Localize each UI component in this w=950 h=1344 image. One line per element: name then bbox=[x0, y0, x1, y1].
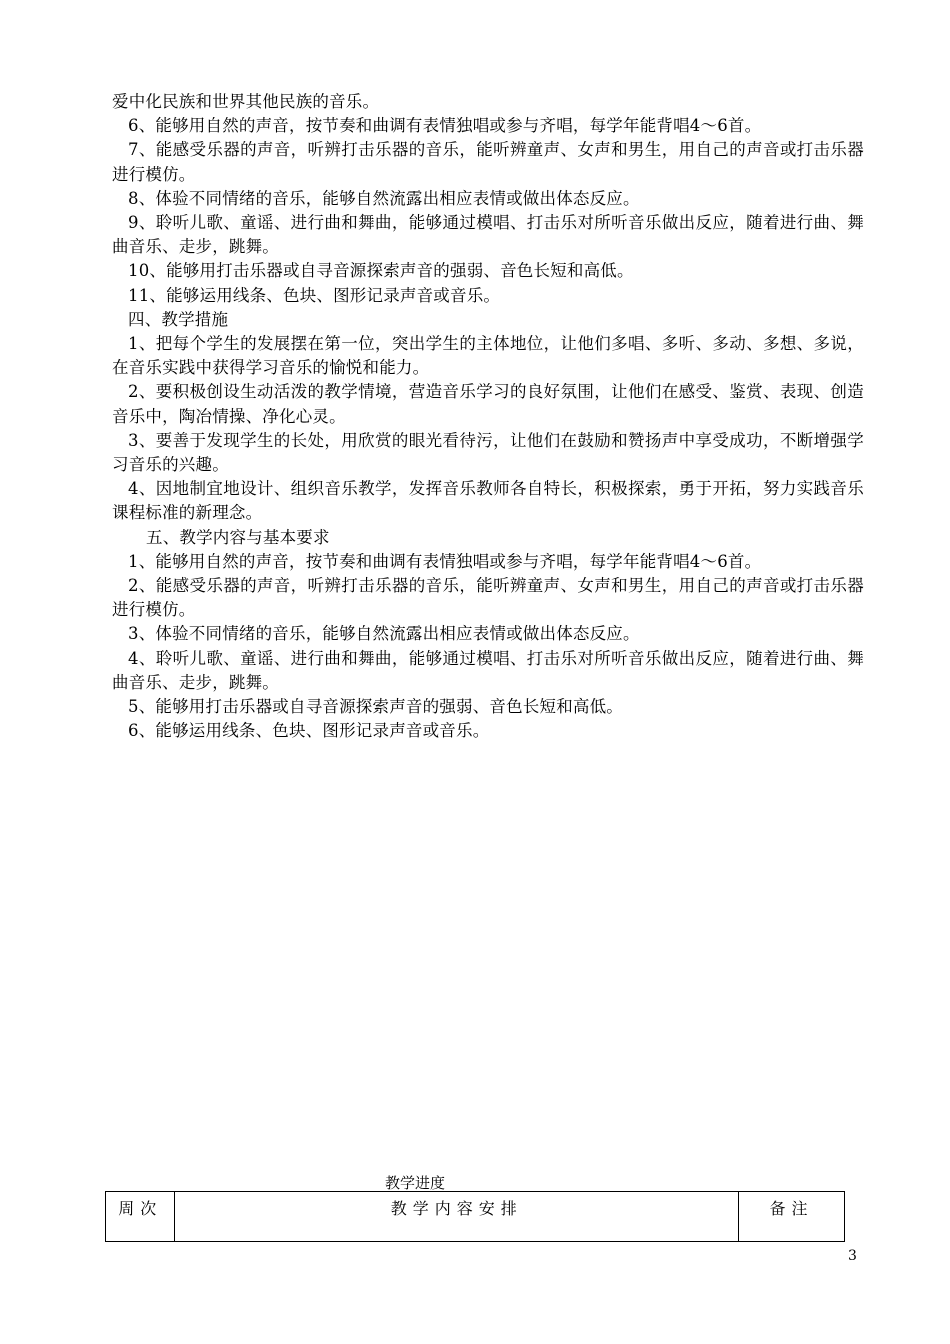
goal-item-7: 7、能感受乐器的声音，听辨打击乐器的音乐，能听辨童声、女声和男生，用自己的声音或打击乐器进行模仿。 bbox=[112, 140, 864, 184]
content-item-5: 5、能够用打击乐器或自寻音源探索声音的强弱、音色长短和高低。 bbox=[128, 697, 623, 717]
header-note: 备注 bbox=[738, 1192, 844, 1242]
section-heading-content: 五、教学内容与基本要求 bbox=[146, 527, 330, 547]
content-item-3: 3、体验不同情绪的音乐，能够自然流露出相应表情或做出体态反应。 bbox=[128, 624, 640, 644]
measure-item-1: 1、把每个学生的发展摆在第一位，突出学生的主体地位，让他们多唱、多听、多动、多想、多说，在音乐实践中获得学习音乐的愉悦和能力。 bbox=[112, 334, 864, 378]
goal-item-6: 6、能够用自然的声音，按节奏和曲调有表情独唱或参与齐唱，每学年能背唱4～6首。 bbox=[128, 116, 762, 136]
goal-item-10: 10、能够用打击乐器或自寻音源探索声音的强弱、音色长短和高低。 bbox=[128, 261, 634, 281]
measure-item-4: 4、因地制宜地设计、组织音乐教学，发挥音乐教师各自特长，积极探索，勇于开拓，努力实践音乐课程标准的新理念。 bbox=[112, 479, 864, 523]
header-week: 周次 bbox=[106, 1192, 175, 1242]
progress-table-title: 教学进度 bbox=[385, 1174, 446, 1192]
content-item-4: 4、聆听儿歌、童谣、进行曲和舞曲，能够通过模唱、打击乐对所听音乐做出反应，随着进行曲、舞曲音乐、走步，跳舞。 bbox=[112, 648, 864, 692]
content-item-1: 1、能够用自然的声音，按节奏和曲调有表情独唱或参与齐唱，每学年能背唱4～6首。 bbox=[128, 551, 762, 571]
page-number: 3 bbox=[848, 1248, 857, 1264]
measure-item-3: 3、要善于发现学生的长处，用欣赏的眼光看待污，让他们在鼓励和赞扬声中享受成功，不断增强学习音乐的兴趣。 bbox=[112, 430, 864, 475]
table-header-row bbox=[106, 1192, 845, 1242]
goal-item-9: 9、聆听儿歌、童谣、进行曲和舞曲，能够通过模唱、打击乐对所听音乐做出反应，随着进行曲、舞曲音乐、走步，跳舞。 bbox=[112, 213, 864, 257]
content-item-2: 2、能感受乐器的声音，听辨打击乐器的音乐，能听辨童声、女声和男生，用自己的声音或打击乐器进行模仿。 bbox=[112, 576, 864, 620]
progress-table bbox=[105, 1191, 845, 1242]
goal-item-11: 11、能够运用线条、色块、图形记录声音或音乐。 bbox=[128, 285, 501, 305]
body-text bbox=[112, 90, 864, 743]
measure-item-2: 2、要积极创设生动活泼的教学情境，营造音乐学习的良好氛围，让他们在感受、鉴赏、表现、创造音乐中，陶冶情操、净化心灵。 bbox=[112, 382, 864, 426]
paragraph-continuation: 爱中化民族和世界其他民族的音乐。 bbox=[112, 92, 380, 111]
section-heading-measures: 四、教学措施 bbox=[128, 309, 229, 329]
content-item-6: 6、能够运用线条、色块、图形记录声音或音乐。 bbox=[128, 721, 490, 741]
goal-item-8: 8、体验不同情绪的音乐，能够自然流露出相应表情或做出体态反应。 bbox=[128, 188, 640, 208]
header-content: 教学内容安排 bbox=[175, 1192, 739, 1242]
